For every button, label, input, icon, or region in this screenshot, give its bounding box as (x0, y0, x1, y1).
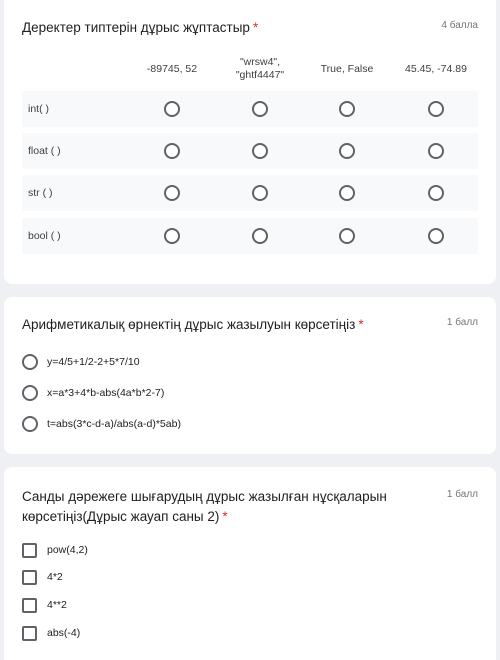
radio-bool-col2[interactable] (252, 228, 268, 244)
question-card-arithmetic (4, 297, 496, 454)
grid-row-float (22, 133, 478, 169)
row-label: bool ( ) (28, 230, 61, 242)
option-label: y=4/5+1/2-2+5*7/10 (47, 356, 140, 368)
required-asterisk: * (222, 509, 228, 524)
option-label: 4*2 (47, 571, 63, 583)
radio-bool-col1[interactable] (164, 228, 180, 244)
option-1[interactable] (22, 352, 140, 372)
checkbox[interactable] (22, 543, 37, 558)
checkbox[interactable] (22, 626, 37, 641)
question-points: 1 балл (446, 317, 478, 328)
grid-row-bool (22, 218, 478, 254)
option-label: t=abs(3*c-d-a)/abs(a-d)*5ab) (47, 418, 181, 430)
radio-str-col4[interactable] (428, 185, 444, 201)
question-points: 1 балл (446, 489, 478, 500)
column-header-4: 45.45, -74.89 (405, 63, 467, 75)
radio-int-col3[interactable] (339, 101, 355, 117)
radio-str-col3[interactable] (339, 185, 355, 201)
radio-bool-col3[interactable] (339, 228, 355, 244)
question-title-text: Деректер типтерін дұрыс жұптастыр (22, 20, 250, 35)
question-header (22, 315, 478, 335)
radio-str-col1[interactable] (164, 185, 180, 201)
row-label: int( ) (28, 103, 49, 115)
required-asterisk: * (358, 317, 364, 332)
radio-button[interactable] (22, 416, 38, 432)
column-header-2: "wrsw4", "ghtf4447" (235, 56, 285, 81)
option-2[interactable] (22, 383, 164, 403)
radio-bool-col4[interactable] (428, 228, 444, 244)
option-2[interactable] (22, 567, 63, 587)
question-title-text: Арифметикалық өрнектің дұрыс жазылуын көрсетіңіз (22, 317, 356, 332)
question-header (22, 487, 478, 527)
radio-float-col1[interactable] (164, 143, 180, 159)
grid-row-str (22, 175, 478, 211)
radio-str-col2[interactable] (252, 185, 268, 201)
radio-button[interactable] (22, 385, 38, 401)
choice-grid (22, 0, 478, 284)
question-title (22, 315, 402, 335)
row-label: float ( ) (28, 145, 61, 157)
question-points: 4 балла (441, 20, 478, 31)
question-card-power (4, 467, 496, 660)
option-label: pow(4,2) (47, 544, 88, 556)
radio-float-col2[interactable] (252, 143, 268, 159)
radio-float-col3[interactable] (339, 143, 355, 159)
column-header-3: True, False (320, 63, 374, 75)
column-header-1: -89745, 52 (146, 63, 198, 75)
radio-int-col2[interactable] (252, 101, 268, 117)
checkbox[interactable] (22, 598, 37, 613)
grid-row-int (22, 91, 478, 127)
option-label: abs(-4) (47, 627, 81, 639)
option-4[interactable] (22, 623, 80, 643)
radio-button[interactable] (22, 354, 38, 370)
question-title (22, 487, 402, 527)
required-asterisk: * (252, 20, 259, 35)
radio-float-col4[interactable] (428, 143, 444, 159)
option-1[interactable] (22, 540, 88, 560)
question-title-text: Санды дәрежеге шығарудың дұрыс жазылған нұсқаларын көрсетіңіз(Дұрыс жауап саны 2) (22, 489, 387, 524)
radio-int-col1[interactable] (164, 101, 180, 117)
checkbox[interactable] (22, 570, 37, 585)
row-label: str ( ) (28, 187, 53, 199)
option-3[interactable] (22, 595, 67, 615)
question-card-data-types (4, 0, 496, 284)
option-3[interactable] (22, 414, 181, 434)
radio-int-col4[interactable] (428, 101, 444, 117)
option-label: x=a*3+4*b-abs(4a*b*2-7) (47, 387, 165, 399)
option-label: 4**2 (47, 599, 67, 611)
